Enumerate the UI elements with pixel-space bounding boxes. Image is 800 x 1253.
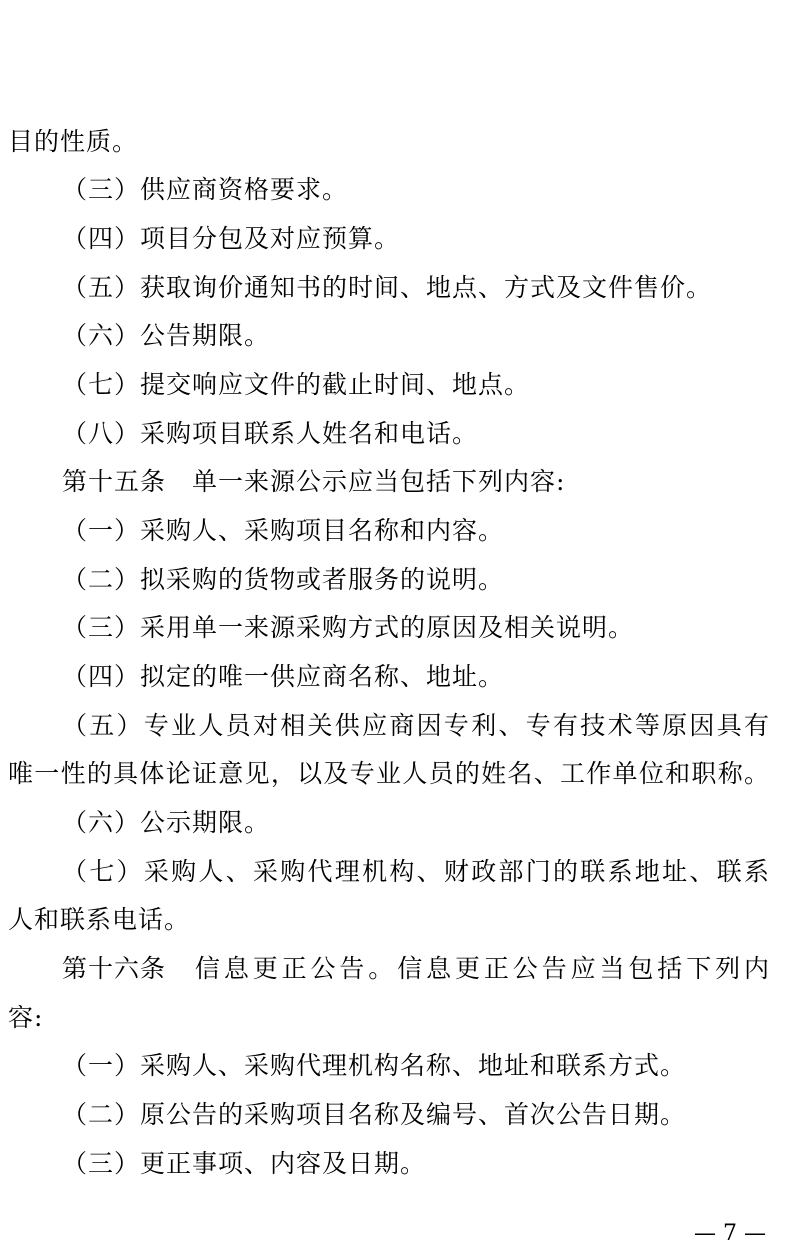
text-line: 目的性质。 bbox=[8, 127, 139, 156]
text-line: （六）公告期限。 bbox=[62, 321, 271, 350]
text-line: （六）公示期限。 bbox=[62, 808, 271, 837]
text-line: （三）采用单一来源采购方式的原因及相关说明。 bbox=[62, 613, 635, 642]
page-number: — 7 — bbox=[694, 1221, 766, 1246]
article-text: 信息更正公告。信息更正公告应当包括下列内 bbox=[192, 954, 770, 983]
text-line: （三）供应商资格要求。 bbox=[62, 175, 349, 204]
article-number: 第十六条 bbox=[62, 954, 167, 983]
text-line: 唯一性的具体论证意见，以及专业人员的姓名、工作单位和职称。 bbox=[8, 759, 770, 788]
text-line: （二）原公告的采购项目名称及编号、首次公告日期。 bbox=[62, 1100, 687, 1129]
text-line: （一）采购人、采购代理机构名称、地址和联系方式。 bbox=[62, 1051, 687, 1080]
text-line: 容: bbox=[8, 1003, 44, 1032]
text-line: （五）获取询价通知书的时间、地点、方式及文件售价。 bbox=[62, 273, 713, 302]
text-line: （三）更正事项、内容及日期。 bbox=[62, 1149, 427, 1178]
article-number: 第十五条 bbox=[62, 467, 167, 496]
article-text: 单一来源公示应当包括下列内容: bbox=[192, 467, 566, 496]
text-line: （四）拟定的唯一供应商名称、地址。 bbox=[62, 662, 505, 691]
text-line: （七）采购人、采购代理机构、财政部门的联系地址、联系 bbox=[62, 857, 770, 886]
text-line: （一）采购人、采购项目名称和内容。 bbox=[62, 516, 505, 545]
text-line: （五）专业人员对相关供应商因专利、专有技术等原因具有 bbox=[62, 711, 770, 740]
article-15-heading bbox=[0, 462, 800, 502]
text-line: （四）项目分包及对应预算。 bbox=[62, 224, 401, 253]
text-line: 人和联系电话。 bbox=[8, 905, 191, 934]
text-line: （七）提交响应文件的截止时间、地点。 bbox=[62, 370, 531, 399]
text-line: （二）拟采购的货物或者服务的说明。 bbox=[62, 565, 505, 594]
text-line: （八）采购项目联系人姓名和电话。 bbox=[62, 419, 479, 448]
article-16-heading bbox=[0, 949, 800, 989]
